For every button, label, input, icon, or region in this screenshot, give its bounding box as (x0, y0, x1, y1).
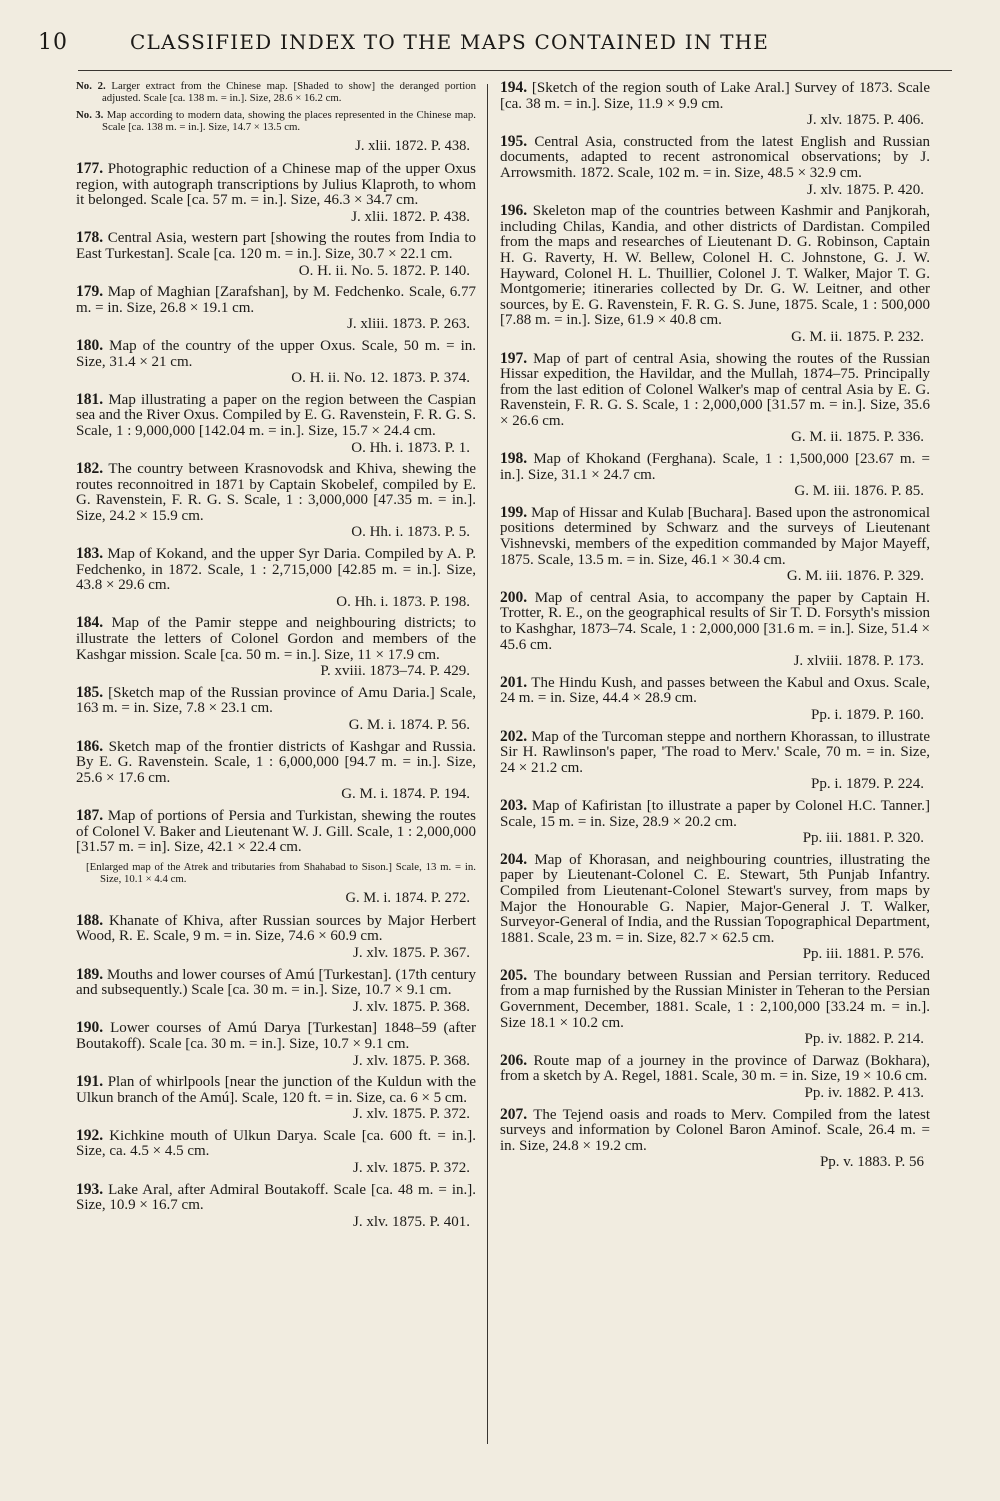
entry-number: 179. (76, 283, 104, 301)
index-entry (500, 675, 930, 724)
index-entry (500, 80, 930, 129)
index-entry (500, 505, 930, 585)
subentry (76, 109, 476, 133)
entry-text: Map of Kokand, and the upper Syr Daria. Compiled by A. P. Fedchenko, in 1872. Scale, 1 : 2,715,000 [42.85 m. = in.]. Size, 43.8 × 29.6 cm. (76, 546, 476, 594)
index-entry (76, 161, 476, 225)
entry-number: 178. (76, 229, 104, 247)
entry-number: 192. (76, 1126, 104, 1144)
entry-number: 203. (500, 796, 528, 814)
entry-text: Map of part of central Asia, showing the routes of the Russian Hissar expedition, the Havildar, and the Mullah, 1874–75. Principally from the last edition of Colonel Walker's map of central Asia by E. G. Ravenstein, F. R. G. S. Scale, 1 : 2,000,000 [31.57 m. = in.]. Size, 35.6 × 26.6 cm. (500, 350, 931, 429)
entry-text: Map illustrating a paper on the region between the Caspian sea and the River Oxus. Compiled by E. G. Ravenstein, F. R. G. S. Scale, 1 : 9,000,000 [142.04 m. = in.]. Size, 15.7 × 24.4 cm. (76, 391, 477, 439)
index-entry (500, 968, 930, 1048)
index-entry (76, 1020, 476, 1069)
subentry-text: Larger extract from the Chinese map. [Shaded to show] the deranged portion adjusted. Scale [ca. 138 m. = in.]. Size, 28.6 × 16.2 cm. (102, 80, 476, 104)
entry-text: Khanate of Khiva, after Russian sources by Major Herbert Wood, R. E. Scale, 9 m. = in. Size, 74.6 × 60.9 cm. (76, 912, 476, 945)
index-entry (76, 230, 476, 279)
entry-text: The boundary between Russian and Persian territory. Reduced from a map furnished by the Russian Minister in Teheran to the Persian Government, December, 1881. Scale, 1 : 2,100,000 [33.24 m. = in.]. Size 18.1 × 10.2 cm. (500, 967, 930, 1031)
index-entry (76, 392, 476, 456)
entry-text: Map of central Asia, to accompany the paper by Captain H. Trotter, R. E., on the geographical results of Sir T. D. Forsyth's mission to Kashghar, 1873–74. Scale, 1 : 2,000,000 [31.6 m. = in.]. Size, 51.4 × 45.6 cm. (500, 589, 930, 653)
right-column (500, 80, 930, 1176)
entry-reference: O. H. ii. No. 5. 1872. P. 140. (298, 262, 470, 279)
entry-text: Map of the Pamir steppe and neighbouring districts; to illustrate the letters of Colonel Gordon and members of the Kashgar mission. Scale [ca. 50 m. = in.]. Size, 11 × 17.9 cm. (76, 615, 477, 663)
note-reference: G. M. i. 1874. P. 272. (345, 889, 470, 906)
left-column (76, 80, 476, 1235)
index-entry (76, 1182, 476, 1231)
entry-text: Central Asia, constructed from the latest English and Russian documents, adapted to recent astronomical observations; by J. Arrowsmith. 1872. Scale, 102 m. = in. Size, 48.5 × 32.9 cm. (500, 133, 930, 181)
entry-number: 206. (500, 1051, 528, 1069)
index-entry (76, 284, 476, 333)
entry-reference: G. M. iii. 1876. P. 329. (786, 568, 924, 585)
entry-reference: J. xlv. 1875. P. 420. (807, 181, 924, 198)
entry-reference: J. xlv. 1875. P. 372. (353, 1160, 470, 1177)
entry-number: 183. (76, 545, 104, 563)
entry-text: Skeleton map of the countries between Kashmir and Panjkorah, including Chilas, Kandia, and other districts of Dardistan. Compiled from the maps and researches of Lieutenant D. G. Robinson, Captain H. G. Raverty, H. W. Bellew, Colonel H. C. Johnstone, G. J. W. Hayward, Colonel H. L. Thuillier, Colonel J. T. Walker, Major T. G. Montgomerie; itineraries collected by Dr. G. W. Leitner, and other sources, by E. G. Ravenstein, F. R. G. S. June, 1875. Scale, 1 : 500,000 [7.88 m. = in.]. Size, 61.9 × 40.8 cm. (500, 203, 930, 329)
entry-text: Map of Hissar and Kulab [Buchara]. Based upon the astronomical positions determined by Schwarz and the surveys of Lieutenant Vishnevski, members of the expedition commanded by Major Mayeff, 1875. Scale, 13.5 m. = in. Size, 46.1 × 30.4 cm. (500, 504, 931, 568)
entry-reference: J. xlv. 1875. P. 368. (353, 1052, 470, 1069)
entry-number: 202. (500, 727, 528, 745)
entry-text: Map of Khorasan, and neighbouring countries, illustrating the paper by Lieutenant-Colonel C. E. Stewart, 5th Punjab Infantry. Compiled from Lieutenant-Colonel Stewart's survey, from maps by Major the Honourable G. Napier, Major-General J. T. Walker, Surveyor-General of India, and the Russian Topographical Department, 1881. Scale, 23 m. = in. Size, 82.7 × 62.5 cm. (500, 851, 931, 946)
header-rule (78, 70, 952, 71)
entry-reference: O. Hh. i. 1873. P. 1. (351, 439, 470, 456)
entry-reference: J. xlv. 1875. P. 406. (807, 112, 924, 129)
entry-number: 191. (76, 1073, 104, 1091)
index-entry (500, 1107, 930, 1171)
entry-number: 185. (76, 683, 104, 701)
index-entry (500, 852, 930, 963)
entry-text: Map of the Turcoman steppe and northern Khorassan, to illustrate Sir H. Rawlinson's paper, 'The road to Merv.' Scale, 70 m. = in. Size, 24 × 21.2 cm. (500, 728, 931, 776)
entry-reference: G. M. ii. 1875. P. 232. (791, 328, 924, 345)
entry-text: Lower courses of Amú Darya [Turkestan] 1848–59 (after Boutakoff). Scale [ca. 30 m. = in.]. Size, 10.7 × 9.1 cm. (76, 1020, 477, 1052)
entry-number: 177. (76, 160, 104, 177)
entry-number: 197. (500, 349, 528, 367)
index-entry (500, 1053, 930, 1102)
entry-text: Map of Kafiristan [to illustrate a paper by Colonel H.C. Tanner.] Scale, 15 m. = in. Size, 28.9 × 20.2 cm. (500, 797, 931, 830)
index-entry (500, 203, 930, 345)
entry-reference: J. xliii. 1873. P. 263. (347, 316, 470, 333)
index-entry (76, 1128, 476, 1177)
index-entry (76, 338, 476, 387)
entry-reference: O. Hh. i. 1873. P. 5. (351, 524, 470, 541)
entry-reference: Pp. iii. 1881. P. 576. (802, 946, 924, 963)
entry-text: Mouths and lower courses of Amú [Turkestan]. (17th century and subsequently.) Scale [ca. 30 m. = in.]. Size, 10.7 × 9.1 cm. (76, 966, 476, 999)
index-entry (76, 461, 476, 541)
entry-text: Photographic reduction of a Chinese map of the upper Oxus region, with autograph transcriptions by Julius Klaproth, to whom it belonged. Scale [ca. 57 m. = in.]. Size, 46.3 × 34.7 cm. (76, 161, 476, 209)
index-entry (76, 808, 476, 856)
index-entry (76, 615, 476, 679)
entry-number: 201. (500, 673, 528, 691)
subentry-text: Map according to modern data, showing the places represented in the Chinese map. Scale [ca. 138 m. = in.]. Size, 14.7 × 13.5 cm. (102, 109, 477, 133)
entry-text: Map of portions of Persia and Turkistan, shewing the routes of Colonel V. Baker and Lieutenant W. J. Gill. Scale, 1 : 2,000,000 [31.57 m. = in]. Size, 42.1 × 22.4 cm. (76, 807, 476, 856)
entry-reference: G. M. i. 1874. P. 194. (341, 786, 470, 803)
entry-reference: Pp. i. 1879. P. 160. (811, 706, 924, 723)
entry-number: 195. (500, 132, 528, 150)
entry-number: 204. (500, 850, 528, 868)
entry-text: Map of Khokand (Ferghana). Scale, 1 : 1,500,000 [23.67 m. = in.]. Size, 31.1 × 24.7 cm. (500, 451, 931, 483)
entry-reference: Pp. iii. 1881. P. 320. (802, 830, 924, 847)
index-entry (76, 546, 476, 610)
entry-reference: O. H. ii. No. 12. 1873. P. 374. (291, 370, 470, 387)
entry-number: 205. (500, 966, 528, 984)
entry-text: Route map of a journey in the province of Darwaz (Bokhara), from a sketch by A. Regel, 1881. Scale, 30 m. = in. Size, 19 × 10.6 cm. (500, 1052, 930, 1085)
entry-text: Plan of whirlpools [near the junction of the Kuldun with the Ulkun branch of the Amú]. Scale, 120 ft. = in. Size, ca. 6 × 5 cm. (76, 1074, 477, 1106)
entry-text: The Tejend oasis and roads to Merv. Compiled from the latest surveys and information by Colonel Baron Aminof. Scale, 26.4 m. = in. Size, 24.8 × 19.2 cm. (500, 1106, 930, 1154)
subentry-number: No. 2. (76, 80, 106, 92)
index-entry (500, 351, 930, 447)
entry-reference: J. xlv. 1875. P. 401. (353, 1213, 470, 1230)
index-entry (500, 729, 930, 793)
entry-number: 181. (76, 390, 104, 408)
entry-text: The country between Krasnovodsk and Khiva, shewing the routes reconnoitred in 1871 by Captain Skobelef, compiled by E. G. Ravenstein, F. R. G. S. Scale, 1 : 3,000,000 [47.35 m. = in.]. Size, 24.2 × 15.9 cm. (76, 461, 476, 524)
entry-reference: G. M. iii. 1876. P. 85. (794, 483, 924, 500)
entry-text: Map of the country of the upper Oxus. Scale, 50 m. = in. Size, 31.4 × 21 cm. (76, 337, 477, 370)
entry-reference: P. xviii. 1873–74. P. 429. (320, 663, 470, 680)
index-entry (76, 685, 476, 734)
entry-reference: G. M. i. 1874. P. 56. (348, 717, 470, 733)
column-divider (487, 84, 488, 1444)
entry-text: [Sketch map of the Russian province of Amu Daria.] Scale, 163 m. = in. Size, 7.8 × 23.1 cm. (76, 684, 476, 717)
entry-text: Kichkine mouth of Ulkun Darya. Scale [ca. 600 ft. = in.]. Size, ca. 4.5 × 4.5 cm. (76, 1127, 476, 1160)
index-entry (76, 739, 476, 803)
page-number: 10 (38, 30, 68, 55)
index-entry (76, 1074, 476, 1123)
entry-note: [Enlarged map of the Atrek and tributaries from Shahabad to Sison.] Scale, 13 m. = in. Size, 10.1 × 4.4 cm. (86, 860, 476, 885)
index-entry (500, 798, 930, 847)
subentry-reference: J. xlii. 1872. P. 438. (355, 138, 470, 154)
entry-number: 187. (76, 806, 104, 824)
entry-number: 180. (76, 336, 104, 354)
entry-reference: Pp. iv. 1882. P. 214. (804, 1031, 924, 1048)
entry-number: 193. (76, 1180, 104, 1198)
entry-text: The Hindu Kush, and passes between the Kabul and Oxus. Scale, 24 m. = in. Size, 44.4 × 28.9 cm. (500, 674, 930, 707)
index-entry (76, 967, 476, 1016)
entry-reference: J. xlv. 1875. P. 367. (353, 944, 470, 961)
entry-number: 184. (76, 614, 104, 632)
entry-text: Central Asia, western part [showing the routes from India to East Turkestan]. Scale [ca. 120 m. = in.]. Size, 30.7 × 22.1 cm. (76, 230, 477, 262)
entry-number: 194. (500, 79, 528, 96)
entry-number: 207. (500, 1105, 528, 1123)
entry-number: 182. (76, 460, 104, 478)
entry-text: [Sketch of the region south of Lake Aral.] Survey of 1873. Scale [ca. 38 m. = in.]. Size, 11.9 × 9.9 cm. (500, 80, 931, 112)
entry-reference: J. xlv. 1875. P. 372. (353, 1106, 470, 1123)
entry-text: Lake Aral, after Admiral Boutakoff. Scale [ca. 48 m. = in.]. Size, 10.9 × 16.7 cm. (76, 1181, 476, 1214)
page-header (38, 30, 962, 70)
entry-number: 190. (76, 1019, 104, 1037)
entry-text: Sketch map of the frontier districts of Kashgar and Russia. By E. G. Ravenstein. Scale, 1 : 6,000,000 [94.7 m. = in.]. Size, 25.6 × 17.6 cm. (76, 738, 477, 786)
entry-text: Map of Maghian [Zarafshan], by M. Fedchenko. Scale, 6.77 m. = in. Size, 26.8 × 19.1 cm. (76, 284, 476, 316)
entry-reference: Pp. v. 1883. P. 56 (819, 1154, 924, 1171)
entry-number: 200. (500, 588, 528, 606)
subentry-number: No. 3. (76, 109, 104, 121)
entry-reference: G. M. ii. 1875. P. 336. (791, 429, 924, 446)
entry-number: 186. (76, 737, 104, 755)
index-entry (76, 913, 476, 962)
entry-reference: O. Hh. i. 1873. P. 198. (336, 593, 470, 610)
entry-reference: J. xlii. 1872. P. 438. (351, 208, 470, 225)
entry-number: 199. (500, 503, 528, 521)
index-entry (500, 451, 930, 500)
entry-reference: Pp. i. 1879. P. 224. (811, 776, 924, 793)
entry-number: 196. (500, 202, 528, 220)
entry-reference: J. xlviii. 1878. P. 173. (793, 653, 924, 670)
running-title: CLASSIFIED INDEX TO THE MAPS CONTAINED IN THE (130, 30, 770, 54)
subentry (76, 80, 476, 104)
entry-number: 189. (76, 965, 104, 983)
entry-number: 188. (76, 911, 104, 929)
entry-reference: J. xlv. 1875. P. 368. (353, 998, 470, 1015)
index-entry (500, 590, 930, 670)
entry-number: 198. (500, 450, 528, 468)
index-entry (500, 134, 930, 198)
entry-reference: Pp. iv. 1882. P. 413. (804, 1085, 924, 1102)
